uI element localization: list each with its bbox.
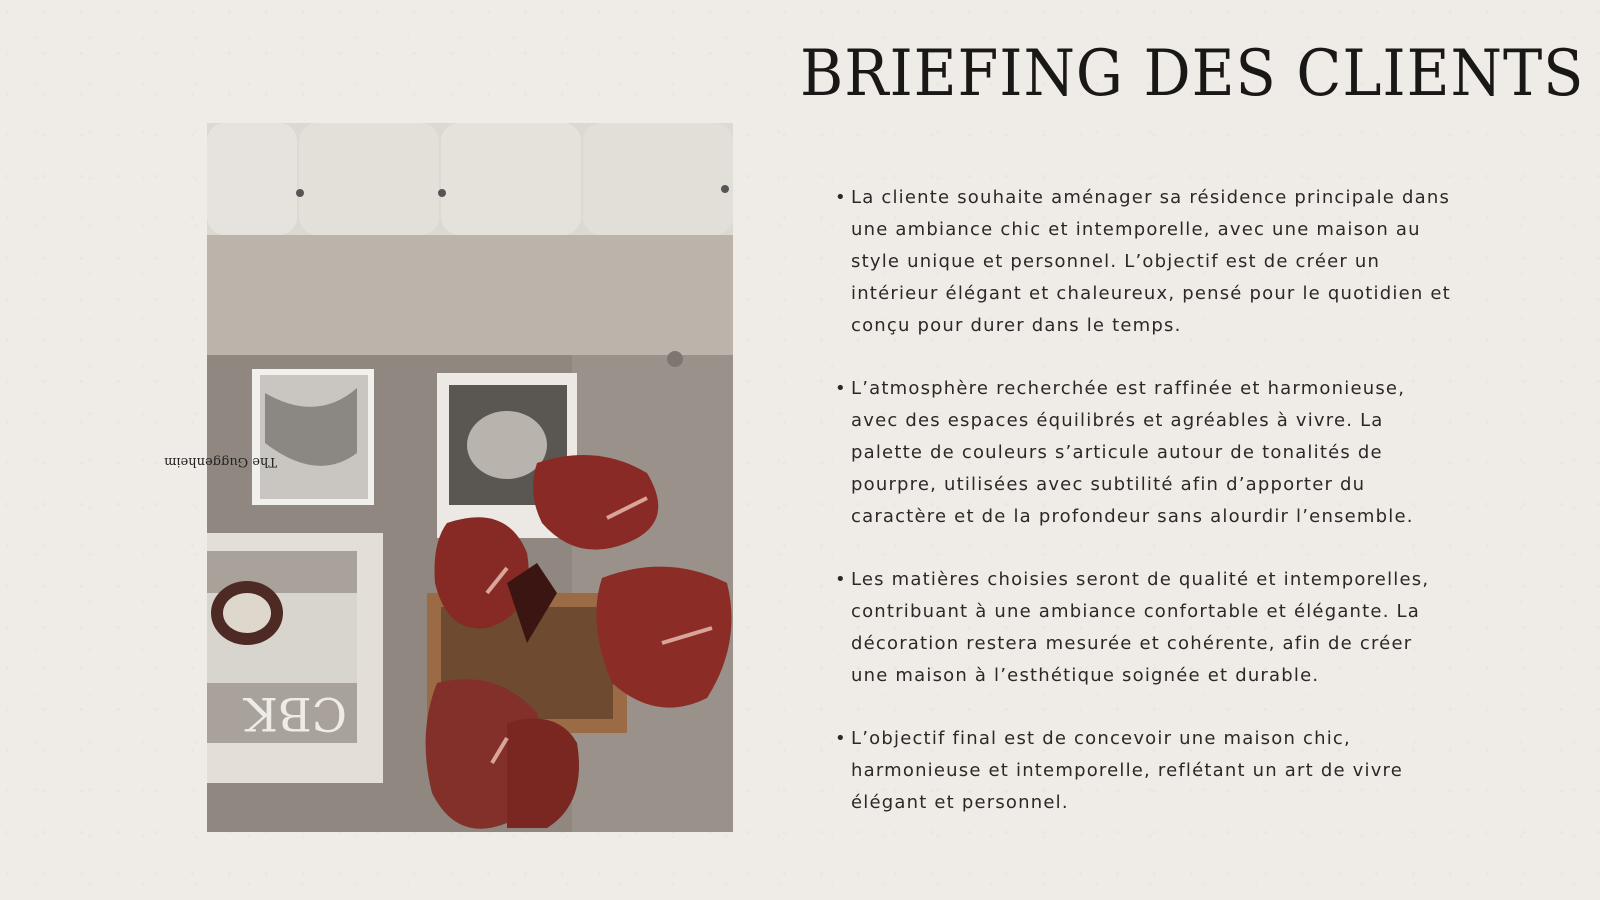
- svg-text:CBK: CBK: [243, 687, 347, 741]
- list-item: [835, 373, 1451, 533]
- svg-text:The Guggenheim: The Guggenheim: [164, 454, 277, 469]
- bullet-text: La cliente souhaite aménager sa résidence principale dans une ambiance chic et intemporelle, avec une maison au style unique et personnel. L’objectif est de créer un intérieur élégant et chaleureux, pensé pour le quotidien et conçu pour durer dans le temps.: [851, 187, 1451, 336]
- list-item: [835, 564, 1451, 692]
- bullet-dot-icon: •: [835, 569, 847, 590]
- bullet-dot-icon: •: [835, 728, 847, 749]
- bullet-text: L’objectif final est de concevoir une maison chic, harmonieuse et intemporelle, reflétant un art de vivre élégant et personnel.: [851, 728, 1404, 813]
- list-item: [835, 723, 1451, 819]
- list-item: [835, 182, 1451, 342]
- bullet-dot-icon: •: [835, 378, 847, 399]
- photo-coffee-table-icon: [164, 123, 733, 832]
- page-title: BRIEFING DES CLIENTS: [800, 37, 1585, 111]
- bullet-dot-icon: •: [835, 187, 847, 208]
- bullet-text: Les matières choisies seront de qualité et intemporelles, contribuant à une ambiance confortable et élégante. La décoration restera mesurée et cohérente, afin de créer une maison à l’esthétique soignée et durable.: [851, 569, 1430, 686]
- coffee-table-photo: [164, 123, 733, 832]
- bullet-text: L’atmosphère recherchée est raffinée et harmonieuse, avec des espaces équilibrés et agréables à vivre. La palette de couleurs s’articule autour de tonalités de pourpre, utilisées avec subtilité afin d’apporter du caractère et de la profondeur sans alourdir l’ensemble.: [851, 378, 1414, 527]
- briefing-bullet-list: [835, 182, 1451, 850]
